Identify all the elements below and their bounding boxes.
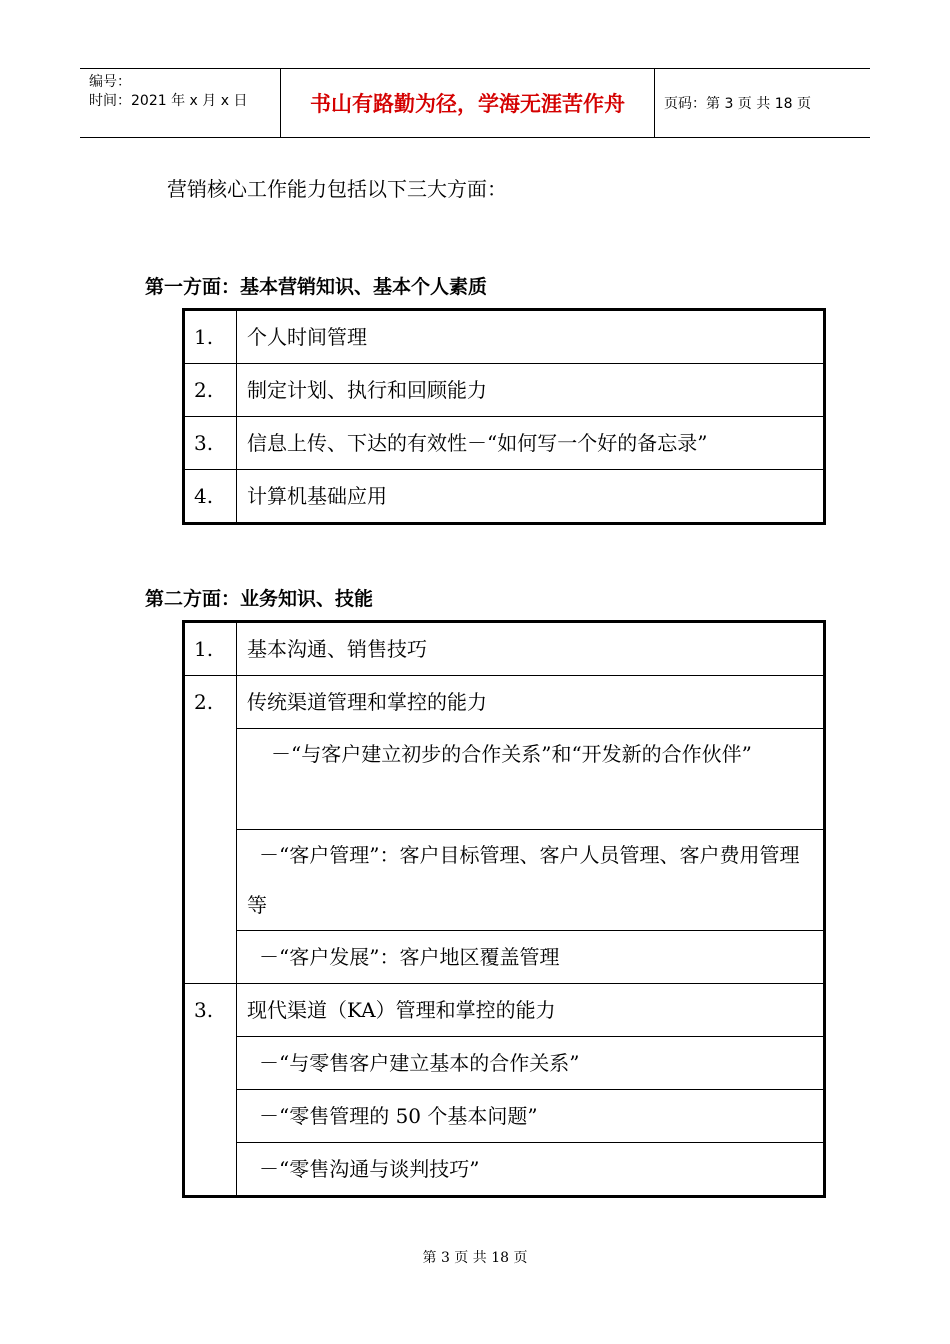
table-row (184, 1037, 825, 1090)
row-text: 计算机基础应用 (237, 470, 825, 524)
number-label: 编号： (89, 74, 131, 90)
sub-item-text (237, 830, 825, 931)
sub-item-content: －“与客户建立初步的合作关系”和“开发新的合作伙伴” (271, 742, 752, 766)
table-row (184, 1090, 825, 1143)
table-row (184, 417, 825, 470)
intro-text: 营销核心工作能力包括以下三大方面： (167, 177, 507, 201)
row-number: 3. (184, 417, 237, 470)
row-text: 现代渠道（KA）管理和掌控的能力 (237, 984, 825, 1037)
header-motto: 书山有路勤为径，学海无涯苦作舟 (281, 69, 655, 137)
table-row (184, 931, 825, 984)
row-number: 3. (184, 984, 237, 1197)
sub-item-text: －“客户发展”：客户地区覆盖管理 (237, 931, 825, 984)
sub-item-text: －“零售管理的 50 个基本问题” (237, 1090, 825, 1143)
row-text: 基本沟通、销售技巧 (237, 622, 825, 676)
sub-item-text: －“与零售客户建立基本的合作关系” (237, 1037, 825, 1090)
sub-item-text (237, 729, 825, 830)
table-row (184, 830, 825, 931)
sub-item-content: －“客户管理”：客户目标管理、客户人员管理、客户费用管理等 (247, 843, 800, 917)
table-row (184, 622, 825, 676)
row-text: 个人时间管理 (237, 310, 825, 364)
table-row (184, 984, 825, 1037)
page-header (80, 68, 870, 138)
header-meta (80, 69, 281, 137)
row-number: 1. (184, 622, 237, 676)
row-number: 2. (184, 364, 237, 417)
row-number: 2. (184, 676, 237, 984)
table-row (184, 729, 825, 830)
row-text: 传统渠道管理和掌控的能力 (237, 676, 825, 729)
table-row (184, 310, 825, 364)
section1-table (182, 308, 826, 525)
row-number: 4. (184, 470, 237, 524)
section1-title: 第一方面：基本营销知识、基本个人素质 (145, 276, 488, 298)
time-label: 时间：2021 年 x 月 x 日 (89, 93, 248, 109)
page-footer: 第 3 页 共 18 页 (422, 1250, 528, 1266)
table-row (184, 364, 825, 417)
row-text: 信息上传、下达的有效性－“如何写一个好的备忘录” (237, 417, 825, 470)
sub-item-text: －“零售沟通与谈判技巧” (237, 1143, 825, 1197)
section2-table (182, 620, 826, 1198)
table-row (184, 676, 825, 729)
section2-title: 第二方面：业务知识、技能 (145, 588, 374, 610)
header-page-label: 页码：第 3 页 共 18 页 (664, 96, 811, 112)
table-row (184, 470, 825, 524)
table-row (184, 1143, 825, 1197)
row-number: 1. (184, 310, 237, 364)
row-text: 制定计划、执行和回顾能力 (237, 364, 825, 417)
